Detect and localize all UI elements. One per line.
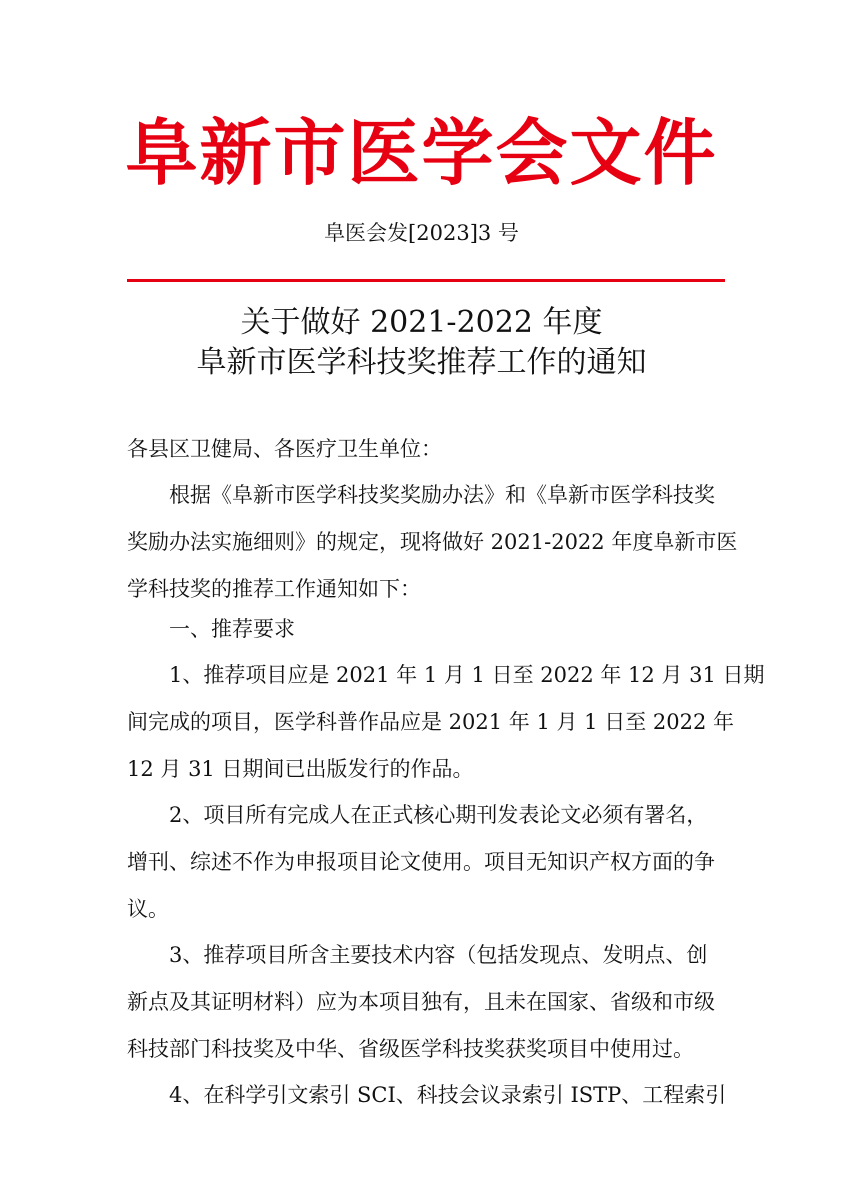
intro-paragraph <box>127 480 738 604</box>
paragraph-line: 12 月 31 日期间已出版发行的作品。 <box>127 757 474 781</box>
paragraph-line: 3、推荐项目所含主要技术内容（包括发现点、发明点、创 <box>169 943 708 967</box>
document-number: 阜医会发[2023]3 号 <box>324 221 519 245</box>
paragraph-line: 间完成的项目，医学科普作品应是 2021 年 1 月 1 日至 2022 年 <box>127 710 735 734</box>
header-divider <box>127 279 725 282</box>
notice-title <box>0 303 843 383</box>
document-header-title: 阜新市医学会文件 <box>125 111 718 195</box>
paragraph-line: 根据《阜新市医学科技奖奖励办法》和《阜新市医学科技奖 <box>169 483 715 507</box>
notice-title-line: 关于做好 2021-2022 年度 <box>240 305 603 340</box>
requirement-item-4 <box>127 1080 727 1110</box>
paragraph-line: 增刊、综述不作为申报项目论文使用。项目无知识产权方面的争 <box>127 850 715 874</box>
paragraph-line: 1、推荐项目应是 2021 年 1 月 1 日至 2022 年 12 月 31 日期 <box>169 663 765 687</box>
section-heading: 一、推荐要求 <box>169 617 295 641</box>
requirement-item-3 <box>127 940 727 1064</box>
paragraph-line: 奖励办法实施细则》的规定，现将做好 2021-2022 年度阜新市医 <box>127 530 738 554</box>
requirement-item-1 <box>127 660 765 784</box>
notice-body <box>127 434 765 1110</box>
paragraph-line: 2、项目所有完成人在正式核心期刊发表论文必须有署名， <box>169 803 708 827</box>
paragraph-line: 科技部门科技奖及中华、省级医学科技奖获奖项目中使用过。 <box>127 1037 694 1061</box>
paragraph-line: 议。 <box>127 897 169 921</box>
paragraph-line: 新点及其证明材料）应为本项目独有，且未在国家、省级和市级 <box>127 990 715 1014</box>
salutation: 各县区卫健局、各医疗卫生单位： <box>127 437 442 461</box>
paragraph-line: 4、在科学引文索引 SCI、科技会议录索引 ISTP、工程索引 <box>169 1083 727 1107</box>
notice-title-line: 阜新市医学科技奖推荐工作的通知 <box>196 345 647 380</box>
paragraph-line: 学科技奖的推荐工作通知如下： <box>127 577 421 601</box>
requirement-item-2 <box>127 800 727 924</box>
